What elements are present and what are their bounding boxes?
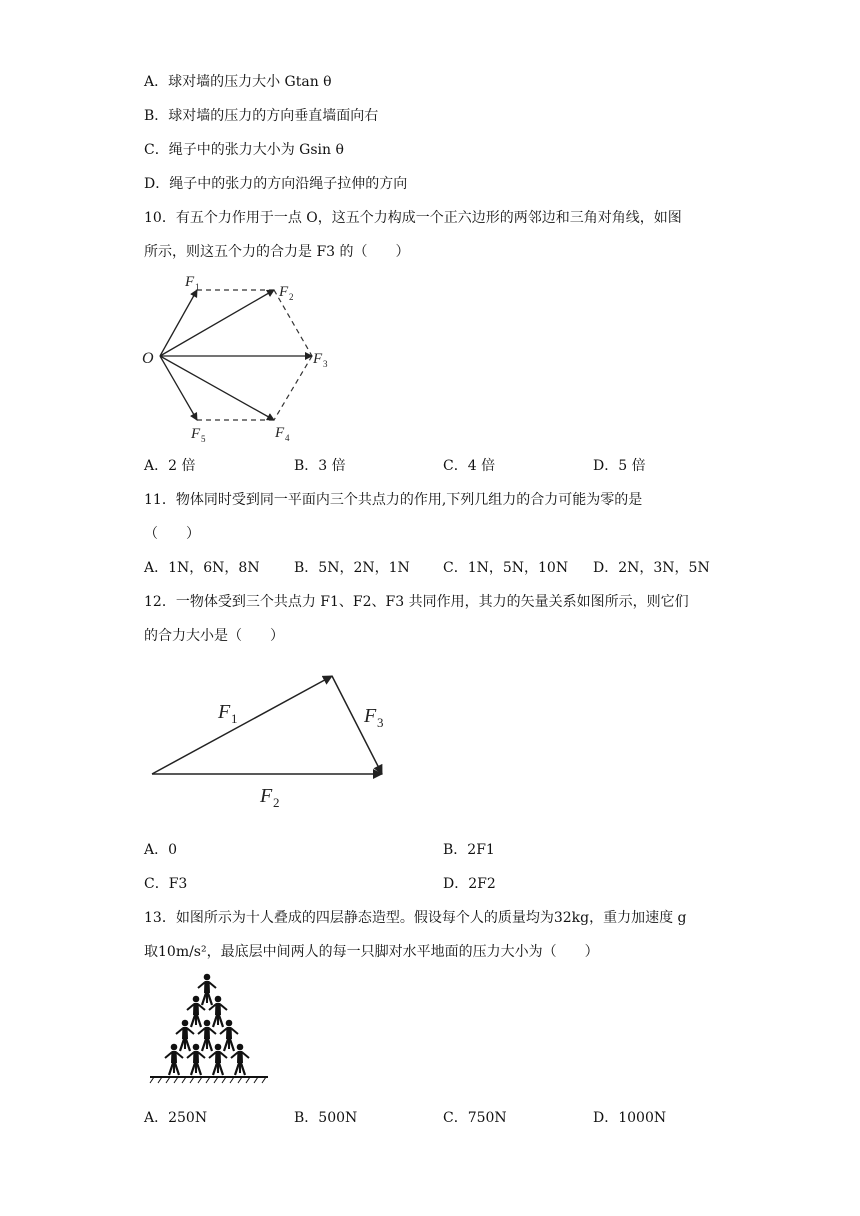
- q13-stem-line2: 取10m/s²，最底层中间两人的每一只脚对水平地面的压力大小为（ ）: [144, 944, 599, 960]
- q9-option-b: B．球对墙的压力的方向垂直墙面向右: [144, 108, 379, 124]
- q13-option-a: A．250N: [144, 1110, 208, 1126]
- q13-stem-line1: 13．如图所示为十人叠成的四层静态造型。假设每个人的质量均为32kg，重力加速度 g: [144, 910, 687, 926]
- q13-human-pyramid-figure: [148, 975, 274, 1091]
- force-f5-arrow: [160, 356, 197, 420]
- label-o: O: [142, 350, 154, 367]
- label-f1-sub: 1: [231, 711, 238, 726]
- q11-option-a: A．1N，6N，8N: [144, 560, 260, 576]
- q10-option-d: D．5 倍: [593, 458, 646, 474]
- label-f2-sub: 2: [289, 292, 294, 302]
- label-f2: F: [260, 785, 273, 807]
- label-f3: F: [313, 351, 323, 367]
- q11-stem-line2: （ ）: [144, 526, 200, 542]
- label-f3-sub: 3: [323, 359, 328, 369]
- q10-option-a: A．2 倍: [144, 458, 196, 474]
- q9-option-d: D．绳子中的张力的方向沿绳子拉伸的方向: [144, 176, 408, 192]
- q13-option-d: D．1000N: [593, 1110, 667, 1126]
- q9-option-c: C．绳子中的张力大小为 Gsin θ: [144, 142, 344, 158]
- q10-hexagon-force-figure: [140, 266, 340, 446]
- label-f5: F: [191, 426, 201, 442]
- label-f1: F: [185, 274, 195, 290]
- q10-stem-line1: 10．有五个力作用于一点 O，这五个力构成一个正六边形的两邻边和三角对角线，如图: [144, 210, 682, 226]
- q10-stem-line2: 所示，则这五个力的合力是 F3 的（ ）: [144, 244, 410, 260]
- q13-option-b: B．500N: [294, 1110, 358, 1126]
- q10-option-c: C．4 倍: [443, 458, 496, 474]
- label-f1-sub: 1: [195, 282, 200, 292]
- label-f2-sub: 2: [273, 795, 280, 810]
- label-f4-sub: 4: [285, 433, 290, 443]
- q11-option-c: C．1N，5N，10N: [443, 560, 569, 576]
- q9-option-a: A．球对墙的压力大小 Gtan θ: [144, 74, 332, 90]
- q12-force-triangle-figure: [144, 666, 404, 816]
- label-f5-sub: 5: [201, 434, 206, 444]
- q12-stem-line1: 12．一物体受到三个共点力 F1、F2、F3 共同作用，其力的矢量关系如图所示，则它们: [144, 594, 689, 610]
- force-f4-arrow: [160, 356, 274, 420]
- q11-option-b: B．5N，2N，1N: [294, 560, 410, 576]
- label-f3-sub: 3: [377, 715, 384, 730]
- q12-option-b: B．2F1: [443, 842, 495, 858]
- vector-f1: [152, 676, 332, 774]
- label-f3: F: [364, 705, 377, 727]
- q12-stem-line2: 的合力大小是（ ）: [144, 628, 284, 644]
- label-f1: F: [218, 701, 231, 723]
- q10-option-b: B．3 倍: [294, 458, 346, 474]
- q12-option-c: C．F3: [144, 876, 188, 892]
- q12-option-a: A．0: [144, 842, 178, 858]
- q13-option-c: C．750N: [443, 1110, 507, 1126]
- q12-option-d: D．2F2: [443, 876, 496, 892]
- q11-option-d: D．2N，3N，5N: [593, 560, 710, 576]
- label-f4: F: [275, 425, 285, 441]
- q11-stem-line1: 11．物体同时受到同一平面内三个共点力的作用,下列几组力的合力可能为零的是: [144, 492, 643, 508]
- label-f2: F: [279, 284, 289, 300]
- force-f1-arrow: [160, 290, 197, 356]
- force-f2-arrow: [160, 290, 274, 356]
